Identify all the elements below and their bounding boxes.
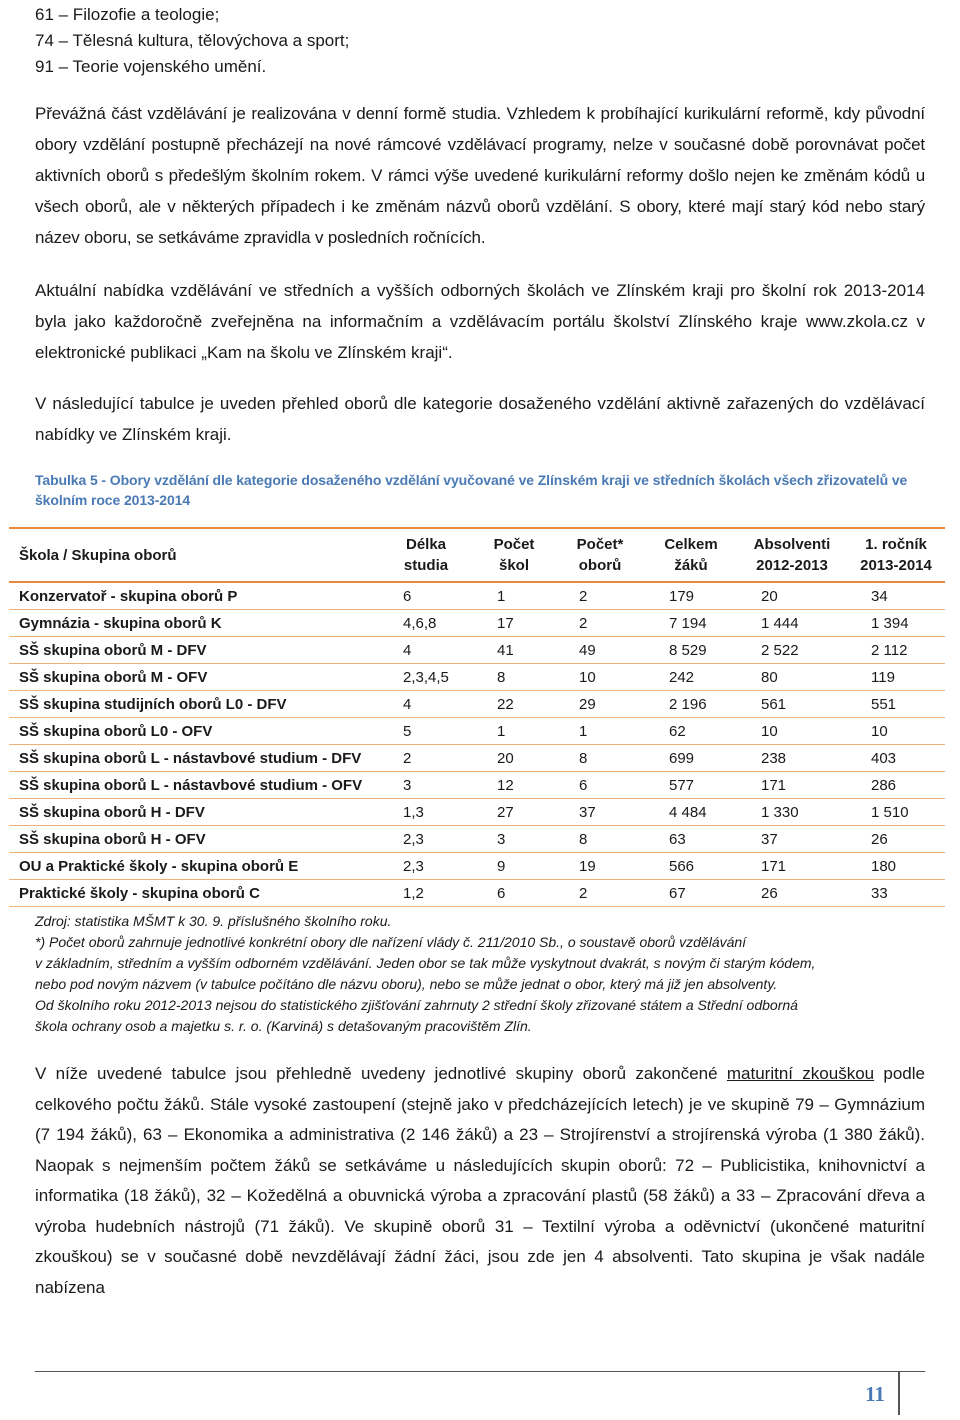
- row-value: 10: [737, 718, 847, 745]
- row-value: 6: [555, 772, 645, 799]
- table-row: [9, 799, 945, 826]
- row-value: 37: [737, 826, 847, 853]
- paragraph-text: V níže uvedené tabulce jsou přehledně uvedeny jednotlivé skupiny oborů zakončené: [35, 1064, 727, 1083]
- table-row: [9, 664, 945, 691]
- row-label: SŠ skupina oborů M - OFV: [9, 664, 379, 691]
- table-row: [9, 691, 945, 718]
- row-value: 1: [473, 718, 555, 745]
- note-line: *) Počet oborů zahrnuje jednotlivé konkrétní obory dle nařízení vlády č. 211/2010 Sb., o soustavě oborů vzdělávání: [35, 934, 747, 950]
- row-value: 2: [555, 582, 645, 610]
- row-value: 29: [555, 691, 645, 718]
- row-value: 22: [473, 691, 555, 718]
- row-value: 2 196: [645, 691, 737, 718]
- row-value: 8 529: [645, 637, 737, 664]
- row-value: 20: [737, 582, 847, 610]
- row-value: 4,6,8: [379, 610, 473, 637]
- row-value: 1 330: [737, 799, 847, 826]
- row-value: 238: [737, 745, 847, 772]
- row-value: 286: [847, 772, 945, 799]
- header-school-count: Počet škol: [473, 528, 555, 582]
- row-label: SŠ skupina oborů M - DFV: [9, 637, 379, 664]
- row-value: 119: [847, 664, 945, 691]
- table-row: [9, 826, 945, 853]
- row-value: 49: [555, 637, 645, 664]
- paragraph-maturita-groups: [35, 1059, 925, 1303]
- table-notes: [35, 911, 925, 1037]
- row-label: SŠ skupina studijních oborů L0 - DFV: [9, 691, 379, 718]
- list-item: 61 – Filozofie a teologie;: [35, 5, 220, 24]
- row-value: 20: [473, 745, 555, 772]
- row-value: 1: [473, 582, 555, 610]
- row-label: Konzervatoř - skupina oborů P: [9, 582, 379, 610]
- row-label: SŠ skupina oborů H - DFV: [9, 799, 379, 826]
- row-value: 37: [555, 799, 645, 826]
- row-value: 2,3: [379, 853, 473, 880]
- row-value: 5: [379, 718, 473, 745]
- table-row: [9, 610, 945, 637]
- row-value: 1 444: [737, 610, 847, 637]
- row-value: 34: [847, 582, 945, 610]
- paragraph-text: podle celkového počtu žáků. Stále vysoké zastoupení (stejně jako v předcházejících letech) je ve skupině 79 – Gymnázium (7 194 žáků), 63 – Ekonomika a administrativa (2 146 žáků) a 23 – Strojírenství a strojírenská výroba (1 380 žáků). Naopak s nejmenším počtem žáků se setkáváme u následujících skupin oborů: 72 – Publicistika, knihovnictví a informatika (18 žáků), 32 – Kožedělná a obuvnická výroba a zpracování plastů (58 žáků) a 33 – Zpracování dřeva a výroba hudebních nástrojů (71 žáků). Ve skupině oborů 31 – Textilní výroba a oděvnictví (ukončené maturitní zkouškou) se v současné době nevzdělávají žádní žáci, jsou zde jen 4 absolventi. Tato skupina je však nadále nabízena: [35, 1064, 925, 1297]
- row-value: 33: [847, 880, 945, 907]
- row-value: 8: [555, 745, 645, 772]
- document-page: [19, 0, 932, 1303]
- row-value: 2 112: [847, 637, 945, 664]
- row-value: 67: [645, 880, 737, 907]
- row-label: SŠ skupina oborů L - nástavbové studium - OFV: [9, 772, 379, 799]
- row-value: 561: [737, 691, 847, 718]
- table-row: [9, 772, 945, 799]
- row-label: OU a Praktické školy - skupina oborů E: [9, 853, 379, 880]
- list-item: 74 – Tělesná kultura, tělovýchova a sport;: [35, 31, 350, 50]
- list-item: 91 – Teorie vojenského umění.: [35, 57, 267, 76]
- row-value: 26: [737, 880, 847, 907]
- note-line: Zdroj: statistika MŠMT k 30. 9. příslušného školního roku.: [35, 913, 392, 929]
- note-line: nebo pod novým názvem (v tabulce počítáno dle názvu oboru), nebo se může jednat o obor, který má již jen absolventy.: [35, 976, 778, 992]
- row-value: 9: [473, 853, 555, 880]
- footer-rule: [35, 1371, 925, 1372]
- table-row: [9, 718, 945, 745]
- row-value: 577: [645, 772, 737, 799]
- row-value: 242: [645, 664, 737, 691]
- row-value: 403: [847, 745, 945, 772]
- row-value: 8: [555, 826, 645, 853]
- row-value: 63: [645, 826, 737, 853]
- row-value: 2: [555, 880, 645, 907]
- row-value: 1 394: [847, 610, 945, 637]
- row-value: 699: [645, 745, 737, 772]
- row-value: 80: [737, 664, 847, 691]
- note-line: Od školního roku 2012-2013 nejsou do statistického zjišťování zahrnuty 2 střední školy zřizované státem a Střední odborná: [35, 997, 798, 1013]
- row-value: 19: [555, 853, 645, 880]
- paragraph-curricular-reform: Převážná část vzdělávání je realizována v denní formě studia. Vzhledem k probíhající kurikulární reformě, kdy původní obory vzdělání postupně přecházejí na nové rámcové vzdělávací programy, nelze v současné době porovnávat počet aktivních oborů s předešlým školním rokem. V rámci výše uvedené kurikulární reformy došlo nejen ke změnám kódů u všech oborů, ale v některých případech i ke změnám názvů oborů vzdělání. S obory, které mají starý kód nebo starý název oboru, se setkáváme zpravidla v posledních ročnících.: [35, 104, 925, 247]
- paragraph-current-offer: Aktuální nabídka vzdělávání ve středních a vyšších odborných školách ve Zlínském kraji pro školní rok 2013-2014 byla jako každoročně zveřejněna na informačním a vzdělávacím portálu školství Zlínského kraje www.zkola.cz v elektronické publikaci „Kam na školu ve Zlínském kraji“.: [35, 281, 925, 362]
- row-value: 6: [379, 582, 473, 610]
- row-value: 26: [847, 826, 945, 853]
- row-value: 2: [555, 610, 645, 637]
- row-value: 3: [473, 826, 555, 853]
- note-line: v základním, středním a vyšším odborném vzdělávání. Jeden obor se tak může vyskytnout dvakrát, s novým či starým kódem,: [35, 955, 816, 971]
- table-row: [9, 582, 945, 610]
- note-line: škola ochrany osob a majetku s. r. o. (Karviná) s detašovaným pracovištěm Zlín.: [35, 1018, 532, 1034]
- row-value: 62: [645, 718, 737, 745]
- row-value: 6: [473, 880, 555, 907]
- header-first-year: 1. ročník 2013-2014: [847, 528, 945, 582]
- table-row: [9, 745, 945, 772]
- study-field-list: [35, 0, 925, 80]
- row-value: 2,3: [379, 826, 473, 853]
- fields-table: [9, 527, 945, 907]
- row-value: 180: [847, 853, 945, 880]
- header-field-count: Počet* oborů: [555, 528, 645, 582]
- row-value: 1 510: [847, 799, 945, 826]
- row-value: 10: [847, 718, 945, 745]
- page-number: 11: [865, 1382, 885, 1406]
- row-label: SŠ skupina oborů L - nástavbové studium - DFV: [9, 745, 379, 772]
- header-total-students: Celkem žáků: [645, 528, 737, 582]
- header-study-length: Délka studia: [379, 528, 473, 582]
- row-label: Praktické školy - skupina oborů C: [9, 880, 379, 907]
- row-value: 4: [379, 691, 473, 718]
- row-value: 566: [645, 853, 737, 880]
- paragraph-table-intro: V následující tabulce je uveden přehled oborů dle kategorie dosaženého vzdělání aktivně zařazených do vzdělávací nabídky ve Zlínském kraji.: [35, 394, 925, 444]
- row-value: 179: [645, 582, 737, 610]
- header-graduates: Absolventi 2012-2013: [737, 528, 847, 582]
- row-value: 41: [473, 637, 555, 664]
- row-value: 8: [473, 664, 555, 691]
- row-value: 1: [555, 718, 645, 745]
- row-value: 17: [473, 610, 555, 637]
- row-value: 2: [379, 745, 473, 772]
- table-row: [9, 880, 945, 907]
- row-value: 12: [473, 772, 555, 799]
- maturita-link[interactable]: maturitní zkouškou: [726, 1064, 875, 1083]
- table-row: [9, 637, 945, 664]
- row-value: 10: [555, 664, 645, 691]
- row-value: 4 484: [645, 799, 737, 826]
- page-number-bar: [898, 1371, 900, 1415]
- row-value: 2,3,4,5: [379, 664, 473, 691]
- row-value: 171: [737, 853, 847, 880]
- row-value: 4: [379, 637, 473, 664]
- table-caption: Tabulka 5 - Obory vzdělání dle kategorie dosaženého vzdělání vyučované ve Zlínském kraji ve středních školách všech zřizovatelů ve školním roce 2013-2014: [35, 472, 908, 508]
- table-row: [9, 853, 945, 880]
- row-label: Gymnázia - skupina oborů K: [9, 610, 379, 637]
- row-value: 1,2: [379, 880, 473, 907]
- header-school-group: Škola / Skupina oborů: [9, 528, 379, 582]
- row-value: 27: [473, 799, 555, 826]
- row-value: 3: [379, 772, 473, 799]
- row-value: 1,3: [379, 799, 473, 826]
- table-header-row: [9, 528, 945, 582]
- row-value: 171: [737, 772, 847, 799]
- row-label: SŠ skupina oborů L0 - OFV: [9, 718, 379, 745]
- row-value: 2 522: [737, 637, 847, 664]
- row-value: 7 194: [645, 610, 737, 637]
- row-label: SŠ skupina oborů H - OFV: [9, 826, 379, 853]
- row-value: 551: [847, 691, 945, 718]
